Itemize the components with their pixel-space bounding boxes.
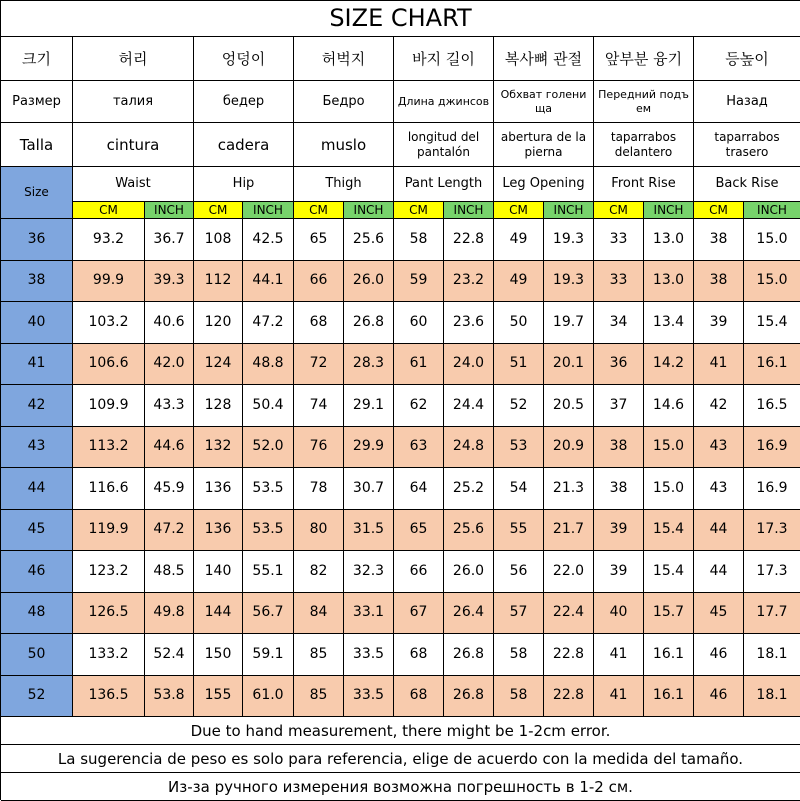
russian-header-0: Размер <box>1 81 73 123</box>
table-cell: 76 <box>294 427 344 469</box>
size-cell: 36 <box>1 219 73 261</box>
table-cell: 15.0 <box>744 219 800 261</box>
table-cell: 52 <box>494 385 544 427</box>
size-cell: 43 <box>1 427 73 469</box>
note-line-0: Due to hand measurement, there might be 1-2cm error. <box>1 717 800 745</box>
korean-header-6: 앞부분 융기 <box>594 37 694 81</box>
table-cell: 13.0 <box>644 261 694 303</box>
table-cell: 39 <box>594 510 644 552</box>
table-cell: 43.3 <box>145 385 194 427</box>
table-cell: 50.4 <box>243 385 294 427</box>
table-cell: 34 <box>594 302 644 344</box>
russian-header-4: Длина джинсов <box>394 81 494 123</box>
table-cell: 48.8 <box>243 344 294 386</box>
table-cell: 39 <box>694 302 744 344</box>
table-cell: 123.2 <box>73 551 145 593</box>
table-cell: 80 <box>294 510 344 552</box>
table-cell: 45 <box>694 593 744 635</box>
table-cell: 36 <box>594 344 644 386</box>
table-cell: 21.7 <box>544 510 594 552</box>
table-cell: 15.0 <box>644 427 694 469</box>
table-cell: 22.8 <box>544 676 594 718</box>
table-cell: 33 <box>594 261 644 303</box>
unit-inch-header: INCH <box>644 202 694 219</box>
unit-cm-header: CM <box>594 202 644 219</box>
table-cell: 26.8 <box>444 634 494 676</box>
table-cell: 49.8 <box>145 593 194 635</box>
unit-inch-header: INCH <box>344 202 394 219</box>
spanish-header-0: Talla <box>1 123 73 167</box>
table-cell: 42.5 <box>243 219 294 261</box>
table-cell: 49 <box>494 261 544 303</box>
table-cell: 55 <box>494 510 544 552</box>
table-cell: 19.3 <box>544 261 594 303</box>
table-cell: 62 <box>394 385 444 427</box>
table-cell: 33.5 <box>344 634 394 676</box>
table-cell: 15.0 <box>644 468 694 510</box>
table-cell: 124 <box>194 344 243 386</box>
table-cell: 41 <box>594 634 644 676</box>
table-cell: 56.7 <box>243 593 294 635</box>
table-cell: 22.0 <box>544 551 594 593</box>
table-cell: 50 <box>494 302 544 344</box>
korean-header-3: 허벅지 <box>294 37 394 81</box>
table-cell: 120 <box>194 302 243 344</box>
table-cell: 52.0 <box>243 427 294 469</box>
table-cell: 40 <box>594 593 644 635</box>
table-cell: 26.4 <box>444 593 494 635</box>
table-cell: 30.7 <box>344 468 394 510</box>
unit-cm-header: CM <box>194 202 243 219</box>
table-cell: 44 <box>694 510 744 552</box>
note-line-2: Из-за ручного измерения возможна погрешность в 1-2 см. <box>1 773 800 801</box>
russian-header-7: Назад <box>694 81 800 123</box>
size-column-header: Size <box>1 167 73 219</box>
table-cell: 65 <box>394 510 444 552</box>
table-cell: 60 <box>394 302 444 344</box>
table-cell: 61.0 <box>243 676 294 718</box>
size-cell: 40 <box>1 302 73 344</box>
table-cell: 65 <box>294 219 344 261</box>
table-cell: 132 <box>194 427 243 469</box>
unit-inch-header: INCH <box>544 202 594 219</box>
table-cell: 23.2 <box>444 261 494 303</box>
table-cell: 99.9 <box>73 261 145 303</box>
table-cell: 25.2 <box>444 468 494 510</box>
table-cell: 78 <box>294 468 344 510</box>
table-cell: 42.0 <box>145 344 194 386</box>
table-cell: 29.9 <box>344 427 394 469</box>
table-cell: 44.1 <box>243 261 294 303</box>
table-cell: 58 <box>494 676 544 718</box>
size-cell: 38 <box>1 261 73 303</box>
table-cell: 14.2 <box>644 344 694 386</box>
size-cell: 52 <box>1 676 73 718</box>
table-cell: 106.6 <box>73 344 145 386</box>
table-cell: 55.1 <box>243 551 294 593</box>
table-cell: 18.1 <box>744 676 800 718</box>
table-cell: 16.9 <box>744 468 800 510</box>
table-cell: 16.1 <box>644 676 694 718</box>
size-cell: 45 <box>1 510 73 552</box>
table-cell: 66 <box>394 551 444 593</box>
table-cell: 136 <box>194 468 243 510</box>
table-cell: 44 <box>694 551 744 593</box>
spanish-header-4: longitud del pantalón <box>394 123 494 167</box>
table-cell: 22.4 <box>544 593 594 635</box>
unit-inch-header: INCH <box>243 202 294 219</box>
table-cell: 16.5 <box>744 385 800 427</box>
table-cell: 112 <box>194 261 243 303</box>
table-cell: 31.5 <box>344 510 394 552</box>
table-cell: 54 <box>494 468 544 510</box>
table-cell: 47.2 <box>243 302 294 344</box>
table-cell: 45.9 <box>145 468 194 510</box>
measurement-header-0: Waist <box>73 167 194 202</box>
table-cell: 57 <box>494 593 544 635</box>
table-cell: 53.8 <box>145 676 194 718</box>
table-cell: 63 <box>394 427 444 469</box>
table-cell: 37 <box>594 385 644 427</box>
spanish-header-6: taparrabos delantero <box>594 123 694 167</box>
table-cell: 155 <box>194 676 243 718</box>
table-cell: 32.3 <box>344 551 394 593</box>
table-cell: 13.4 <box>644 302 694 344</box>
size-cell: 50 <box>1 634 73 676</box>
measurement-header-6: Back Rise <box>694 167 800 202</box>
measurement-header-2: Thigh <box>294 167 394 202</box>
table-cell: 24.8 <box>444 427 494 469</box>
table-cell: 133.2 <box>73 634 145 676</box>
measurement-header-3: Pant Length <box>394 167 494 202</box>
table-cell: 116.6 <box>73 468 145 510</box>
unit-cm-header: CM <box>294 202 344 219</box>
table-cell: 26.0 <box>444 551 494 593</box>
table-cell: 49 <box>494 219 544 261</box>
table-cell: 15.4 <box>644 510 694 552</box>
russian-header-6: Передний подъ ем <box>594 81 694 123</box>
table-cell: 33 <box>594 219 644 261</box>
measurement-header-1: Hip <box>194 167 294 202</box>
table-cell: 39.3 <box>145 261 194 303</box>
table-cell: 40.6 <box>145 302 194 344</box>
table-cell: 53.5 <box>243 510 294 552</box>
measurement-header-5: Front Rise <box>594 167 694 202</box>
unit-cm-header: CM <box>694 202 744 219</box>
table-cell: 14.6 <box>644 385 694 427</box>
table-cell: 140 <box>194 551 243 593</box>
table-cell: 24.4 <box>444 385 494 427</box>
table-cell: 15.7 <box>644 593 694 635</box>
size-cell: 46 <box>1 551 73 593</box>
table-cell: 33.5 <box>344 676 394 718</box>
table-cell: 15.4 <box>744 302 800 344</box>
table-cell: 58 <box>494 634 544 676</box>
table-cell: 52.4 <box>145 634 194 676</box>
chart-title: SIZE CHART <box>1 1 800 37</box>
table-cell: 61 <box>394 344 444 386</box>
table-cell: 42 <box>694 385 744 427</box>
table-cell: 67 <box>394 593 444 635</box>
table-cell: 68 <box>394 634 444 676</box>
table-cell: 20.5 <box>544 385 594 427</box>
size-cell: 41 <box>1 344 73 386</box>
table-cell: 43 <box>694 427 744 469</box>
table-cell: 36.7 <box>145 219 194 261</box>
table-cell: 16.9 <box>744 427 800 469</box>
table-cell: 150 <box>194 634 243 676</box>
note-line-1: La sugerencia de peso es solo para referencia, elige de acuerdo con la medida del tamaño. <box>1 745 800 773</box>
table-cell: 21.3 <box>544 468 594 510</box>
russian-header-1: талия <box>73 81 194 123</box>
table-cell: 136 <box>194 510 243 552</box>
table-cell: 22.8 <box>544 634 594 676</box>
table-cell: 38 <box>694 261 744 303</box>
table-cell: 19.3 <box>544 219 594 261</box>
table-cell: 46 <box>694 676 744 718</box>
russian-header-2: бедер <box>194 81 294 123</box>
table-cell: 56 <box>494 551 544 593</box>
table-cell: 113.2 <box>73 427 145 469</box>
table-cell: 38 <box>694 219 744 261</box>
table-cell: 17.3 <box>744 510 800 552</box>
table-cell: 16.1 <box>644 634 694 676</box>
measurement-header-4: Leg Opening <box>494 167 594 202</box>
table-cell: 93.2 <box>73 219 145 261</box>
table-cell: 33.1 <box>344 593 394 635</box>
table-cell: 82 <box>294 551 344 593</box>
table-cell: 84 <box>294 593 344 635</box>
table-cell: 144 <box>194 593 243 635</box>
spanish-header-1: cintura <box>73 123 194 167</box>
table-cell: 85 <box>294 676 344 718</box>
table-cell: 17.7 <box>744 593 800 635</box>
table-cell: 19.7 <box>544 302 594 344</box>
table-cell: 15.0 <box>744 261 800 303</box>
table-cell: 18.1 <box>744 634 800 676</box>
size-cell: 48 <box>1 593 73 635</box>
table-cell: 136.5 <box>73 676 145 718</box>
table-cell: 41 <box>594 676 644 718</box>
table-cell: 66 <box>294 261 344 303</box>
table-cell: 58 <box>394 219 444 261</box>
table-cell: 128 <box>194 385 243 427</box>
spanish-header-5: abertura de la pierna <box>494 123 594 167</box>
unit-inch-header: INCH <box>744 202 800 219</box>
unit-cm-header: CM <box>494 202 544 219</box>
table-cell: 59 <box>394 261 444 303</box>
table-cell: 25.6 <box>444 510 494 552</box>
table-cell: 46 <box>694 634 744 676</box>
table-cell: 25.6 <box>344 219 394 261</box>
korean-header-5: 복사뼈 관절 <box>494 37 594 81</box>
spanish-header-7: taparrabos trasero <box>694 123 800 167</box>
table-cell: 23.6 <box>444 302 494 344</box>
table-cell: 59.1 <box>243 634 294 676</box>
korean-header-0: 크기 <box>1 37 73 81</box>
table-cell: 28.3 <box>344 344 394 386</box>
table-cell: 68 <box>394 676 444 718</box>
korean-header-7: 등높이 <box>694 37 800 81</box>
table-cell: 44.6 <box>145 427 194 469</box>
table-cell: 64 <box>394 468 444 510</box>
table-cell: 13.0 <box>644 219 694 261</box>
table-cell: 16.1 <box>744 344 800 386</box>
table-cell: 119.9 <box>73 510 145 552</box>
unit-cm-header: CM <box>394 202 444 219</box>
table-cell: 22.8 <box>444 219 494 261</box>
russian-header-5: Обхват голени ща <box>494 81 594 123</box>
table-cell: 29.1 <box>344 385 394 427</box>
table-cell: 53 <box>494 427 544 469</box>
table-cell: 20.9 <box>544 427 594 469</box>
table-cell: 53.5 <box>243 468 294 510</box>
unit-inch-header: INCH <box>145 202 194 219</box>
table-cell: 108 <box>194 219 243 261</box>
size-cell: 42 <box>1 385 73 427</box>
table-cell: 41 <box>694 344 744 386</box>
table-cell: 72 <box>294 344 344 386</box>
table-cell: 109.9 <box>73 385 145 427</box>
table-cell: 51 <box>494 344 544 386</box>
korean-header-4: 바지 길이 <box>394 37 494 81</box>
table-cell: 24.0 <box>444 344 494 386</box>
table-cell: 103.2 <box>73 302 145 344</box>
table-cell: 68 <box>294 302 344 344</box>
spanish-header-2: cadera <box>194 123 294 167</box>
spanish-header-3: muslo <box>294 123 394 167</box>
table-cell: 26.8 <box>344 302 394 344</box>
table-cell: 26.8 <box>444 676 494 718</box>
unit-inch-header: INCH <box>444 202 494 219</box>
table-cell: 26.0 <box>344 261 394 303</box>
table-cell: 43 <box>694 468 744 510</box>
table-cell: 48.5 <box>145 551 194 593</box>
unit-cm-header: CM <box>73 202 145 219</box>
table-cell: 20.1 <box>544 344 594 386</box>
table-cell: 74 <box>294 385 344 427</box>
table-cell: 39 <box>594 551 644 593</box>
korean-header-2: 엉덩이 <box>194 37 294 81</box>
table-cell: 38 <box>594 468 644 510</box>
size-cell: 44 <box>1 468 73 510</box>
table-cell: 38 <box>594 427 644 469</box>
table-cell: 17.3 <box>744 551 800 593</box>
table-cell: 47.2 <box>145 510 194 552</box>
table-cell: 85 <box>294 634 344 676</box>
korean-header-1: 허리 <box>73 37 194 81</box>
table-cell: 15.4 <box>644 551 694 593</box>
russian-header-3: Бедро <box>294 81 394 123</box>
table-cell: 126.5 <box>73 593 145 635</box>
